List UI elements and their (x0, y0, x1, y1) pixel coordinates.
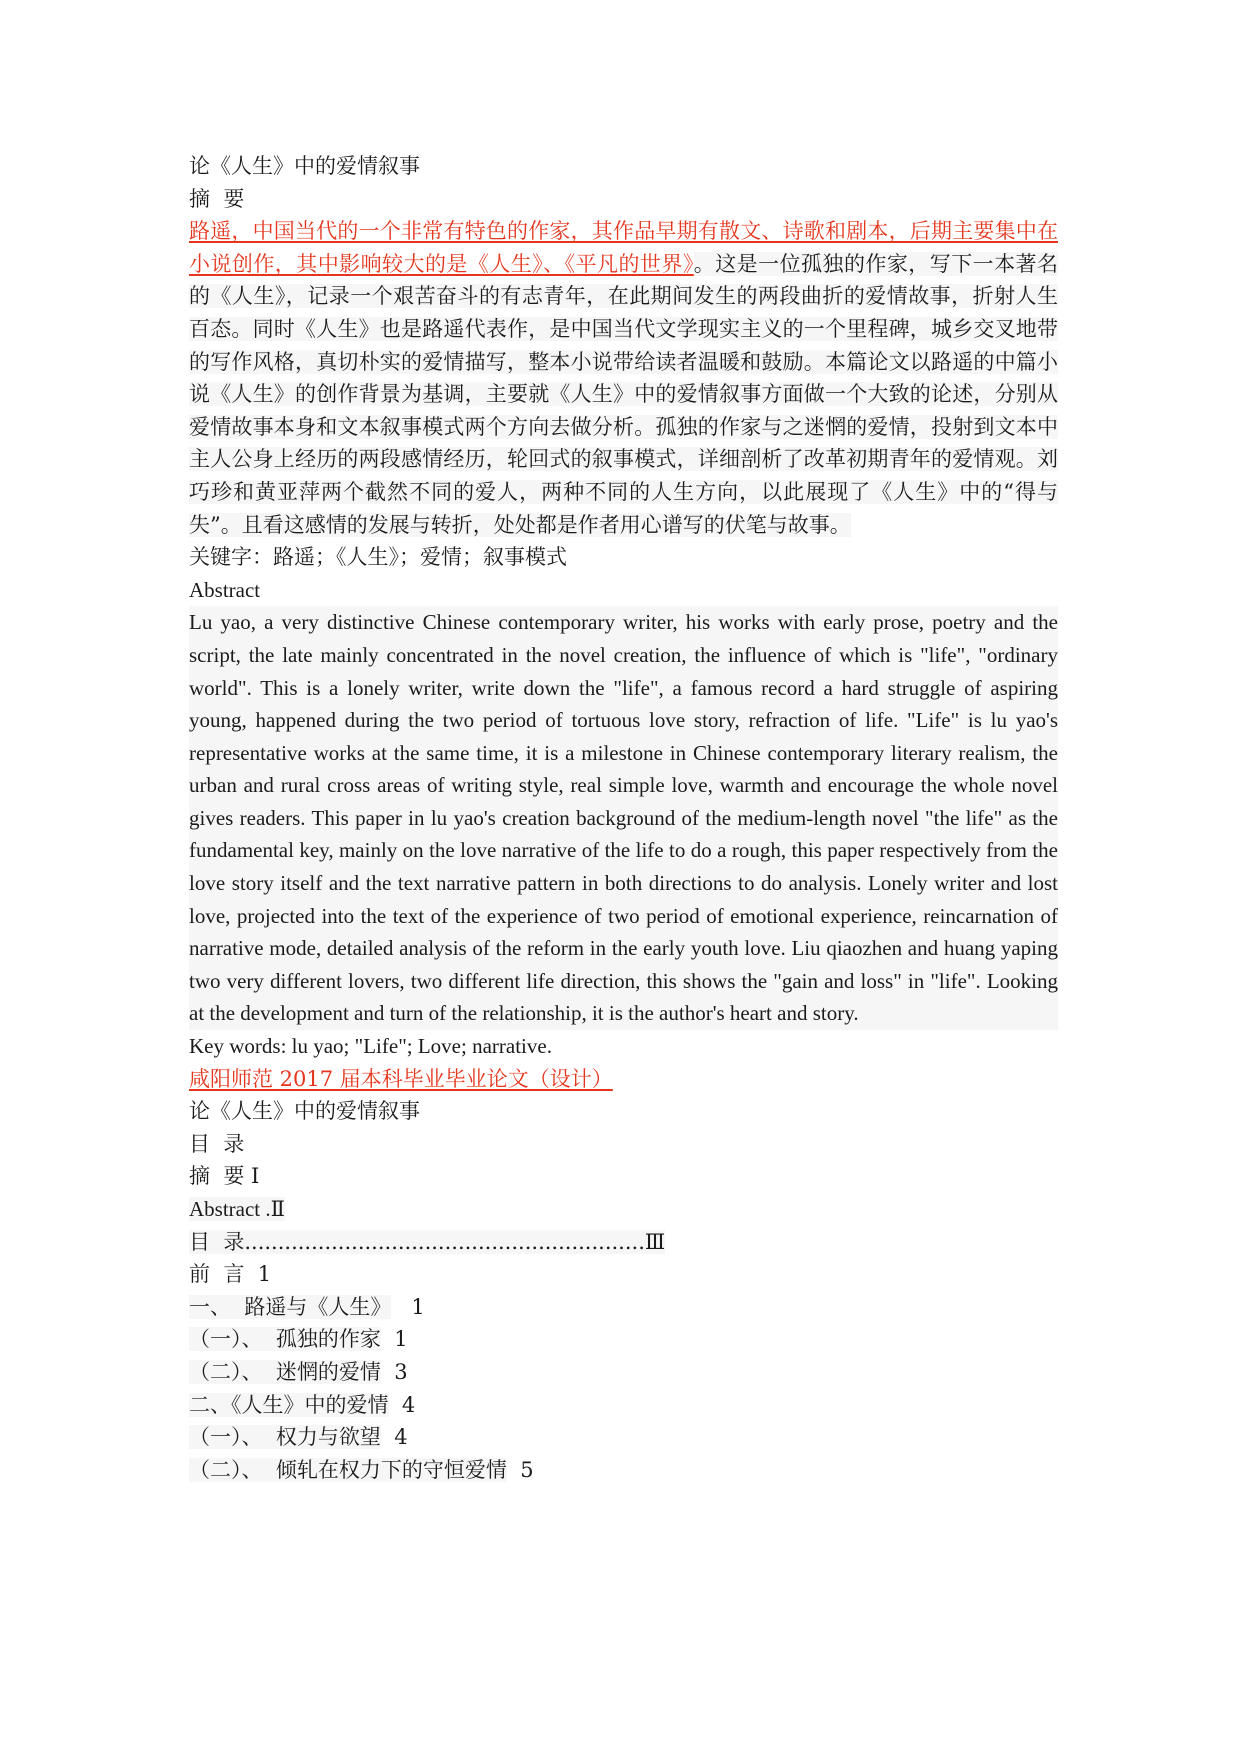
abstract-en-heading: Abstract (189, 577, 261, 602)
school-line-text: 咸阳师范 2017 届本科毕业毕业论文（设计） (189, 1066, 613, 1091)
keywords-cn: 关键字：路遥；《人生》；爱情；叙事模式 (189, 545, 567, 570)
toc-entry-page: 3 (394, 1359, 408, 1384)
toc-entry-page: 1 (411, 1294, 425, 1319)
toc-entry-page: 1 (257, 1262, 272, 1287)
toc-entry (189, 1323, 1058, 1356)
toc-entry (189, 1454, 1058, 1487)
toc-entry-label: 摘 要 (189, 1164, 245, 1189)
toc-entry (189, 1421, 1058, 1454)
document-title-repeat: 论《人生》中的爱情叙事 (189, 1099, 420, 1124)
toc-entry-label: 目 录............................................................ (189, 1229, 645, 1254)
abstract-cn-highlight: 路遥，中国当代的一个非常有特色的作家，其作品早期有散文、诗歌和剧本，后期主要集中在小说创作，其中影响较大的是《人生》、《平凡的世界》 (189, 219, 1058, 276)
toc-entry-page: Ⅱ (270, 1197, 285, 1221)
toc-entry-label: 前 言 (189, 1262, 245, 1287)
toc-entry-label: Abstract . (189, 1197, 271, 1221)
keywords-en: Key words: lu yao; "Life"; Love; narrative. (189, 1034, 552, 1059)
toc-entry-page: 4 (394, 1425, 408, 1450)
toc-entry-label: （一）、 权力与欲望 (189, 1425, 381, 1450)
toc-entry-page: 1 (394, 1327, 408, 1352)
toc-entry-label: 二、《人生》中的爱情 (189, 1392, 389, 1417)
abstract-cn-paragraph (189, 215, 1058, 541)
toc-entry-label: 一、 路遥与《人生》 (189, 1294, 392, 1319)
toc-entry (189, 1160, 1058, 1193)
toc-entry (189, 1226, 1058, 1259)
toc-entry (189, 1193, 1058, 1226)
toc-entry-label: （二）、 迷惘的爱情 (189, 1359, 381, 1384)
toc-entry (189, 1389, 1058, 1422)
toc-entry (189, 1291, 1058, 1324)
table-of-contents (189, 1160, 1058, 1486)
abstract-cn-rest: 。这是一位孤独的作家，写下一本著名的《人生》，记录一个艰苦奋斗的有志青年，在此期间发生的两段曲折的爱情故事，折射人生百态。同时《人生》也是路遥代表作，是中国当代文学现实主义的一个里程碑，城乡交叉地带的写作风格，真切朴实的爱情描写，整本小说带给读者温暖和鼓励。本篇论文以路遥的中篇小说《人生》的创作背景为基调，主要就《人生》中的爱情叙事方面做一个大致的论述，分别从爱情故事本身和文本叙事模式两个方向去做分析。孤独的作家与之迷惘的爱情，投射到文本中主人公身上经历的两段感情经历，轮回式的叙事模式，详细剖析了改革初期青年的爱情观。刘巧珍和黄亚萍两个截然不同的爱人，两种不同的人生方向，以此展现了《人生》中的“得与失”。且看这感情的发展与转折，处处都是作者用心谱写的伏笔与故事。 (189, 251, 1058, 537)
abstract-heading: 摘 要 (189, 186, 245, 211)
toc-entry (189, 1356, 1058, 1389)
document-page (189, 150, 1058, 1486)
toc-entry-page: I (251, 1164, 260, 1189)
school-line (189, 1063, 1058, 1096)
toc-entry-label: （二）、 倾轧在权力下的守恒爱情 (189, 1457, 507, 1482)
toc-entry-page: 4 (401, 1392, 416, 1417)
toc-entry (189, 1258, 1058, 1291)
toc-heading: 目 录 (189, 1131, 245, 1156)
document-title: 论《人生》中的爱情叙事 (189, 154, 420, 178)
toc-entry-page: Ⅲ (644, 1229, 666, 1254)
toc-entry-label: （一）、 孤独的作家 (189, 1327, 381, 1352)
abstract-en-paragraph: Lu yao, a very distinctive Chinese contemporary writer, his works with early prose, poetry and the script, the late mainly concentrated in the novel creation, the influence of which is "life", "ordinary world". This is a lonely writer, write down the "life", a famous record a hard struggle of aspiring young, happened during the two period of tortuous love story, refraction of life. "Life" is lu yao's representative works at the same time, it is a milestone in Chinese contemporary literary realism, the urban and rural cross areas of writing style, real simple love, warmth and encourage the whole novel gives readers. This paper in lu yao's creation background of the medium-length novel "the life" as the fundamental key, mainly on the love narrative of the life to do a rough, this paper respectively from the love story itself and the text narrative pattern in both directions to do analysis. Lonely writer and lost love, projected into the text of the experience of two period of emotional experience, reincarnation of narrative mode, detailed analysis of the reform in the early youth love. Liu qiaozhen and huang yaping two very different lovers, two different life direction, this shows the "gain and loss" in "life". Looking at the development and turn of the relationship, it is the author's heart and story. (189, 606, 1058, 1030)
toc-entry-page: 5 (520, 1457, 534, 1482)
